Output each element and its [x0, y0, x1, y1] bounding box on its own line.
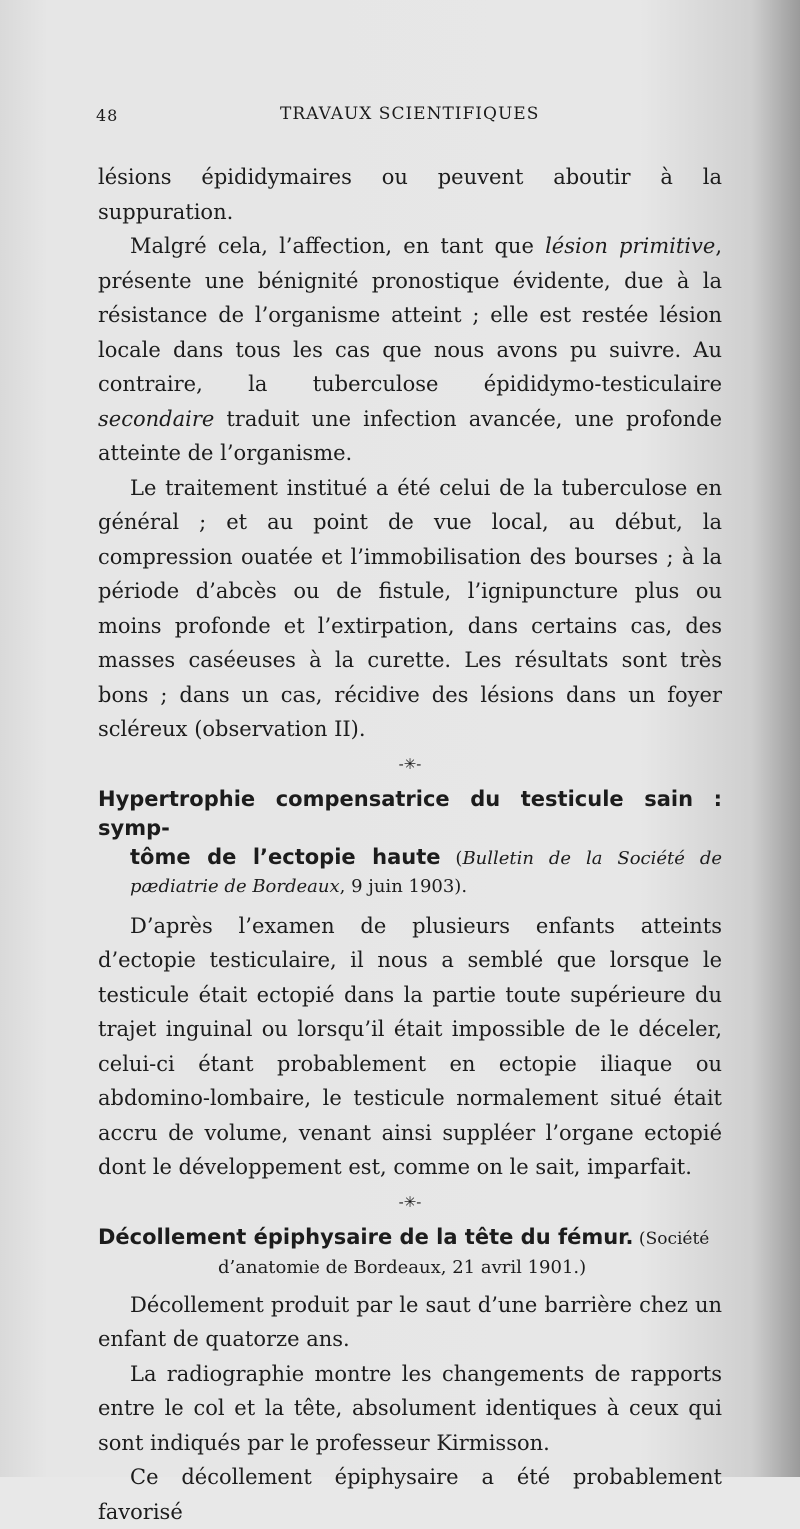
- section-title-text: tôme de l’ectopie haute: [130, 844, 441, 869]
- page-number: 48: [96, 106, 119, 125]
- page-content: [98, 160, 722, 1529]
- section-ornament: -✳-: [398, 754, 422, 773]
- citation-continuation: d’anatomie de Bordeaux, 21 avril 1901.): [218, 1256, 587, 1278]
- paragraph: [98, 229, 722, 471]
- paragraph: Ce décollement épiphysaire a été probablement favorisé: [98, 1465, 722, 1524]
- citation-open: (Société: [633, 1228, 710, 1249]
- page-header: [96, 104, 720, 134]
- text-run: traduit une infection avancée, une profonde atteinte de l’organisme.: [98, 406, 722, 465]
- section-title: [98, 1223, 722, 1254]
- section-title: Hypertrophie compensatrice du testicule sain : symp-: [98, 786, 722, 840]
- paragraph: D’après l’examen de plusieurs enfants atteints d’ectopie testiculaire, il nous a semblé que lorsque le testicule était ectopié dans la partie toute supérieure du trajet inguinal ou lorsqu’il était impossible de le déceler, celui-ci étant probablement en ectopie iliaque ou abdomino-lombaire, le testicule normalement situé était accru de volume, venant ainsi suppléer l’organe ectopié dont le développement est, comme on le sait, imparfait.: [98, 913, 722, 1179]
- paragraph: La radiographie montre les changements de rapports entre le col et la tête, absolument identiques à ceux qui sont indiqués par le professeur Kirmisson.: [98, 1361, 722, 1455]
- italic-text: secondaire: [98, 406, 215, 431]
- section-title-text: Décollement épiphysaire de la tête du fémur.: [98, 1224, 634, 1249]
- paragraph: Le traitement institué a été celui de la tuberculose en général ; et au point de vue local, au début, la compression ouatée et l’immobilisation des bourses ; à la période d’abcès ou de fistule, l’ignipuncture plus ou moins profonde et l’extirpation, dans certains cas, des masses caséeuses à la curette. Les résultats sont très bons ; dans un cas, récidive des lésions dans un foyer scléreux (observation II).: [98, 475, 722, 741]
- section-ornament: -✳-: [398, 1192, 422, 1211]
- text-run: , présente une bénignité pronostique évidente, due à la résistance de l’organisme atteint ; elle est restée lésion locale dans tous les cas que nous avons pu suivre. Au contraire, la tuberculose épididymo-testiculaire: [98, 234, 722, 396]
- citation-date: , 9 juin 1903).: [339, 875, 468, 897]
- running-title: TRAVAUX SCIENTIFIQUES: [280, 104, 540, 124]
- paragraph: Décollement produit par le saut d’une barrière chez un enfant de quatorze ans.: [98, 1292, 722, 1351]
- citation-source: Bulletin de la Société de pædiatrie de Bordeaux: [130, 847, 722, 897]
- section-title-continuation: [98, 843, 722, 901]
- italic-text: lésion primitive: [545, 234, 716, 258]
- text-run: Malgré cela, l’affection, en tant que: [130, 234, 546, 258]
- paragraph: lésions épididymaires ou peuvent aboutir à la suppuration.: [98, 165, 722, 224]
- citation-open: (: [440, 847, 463, 869]
